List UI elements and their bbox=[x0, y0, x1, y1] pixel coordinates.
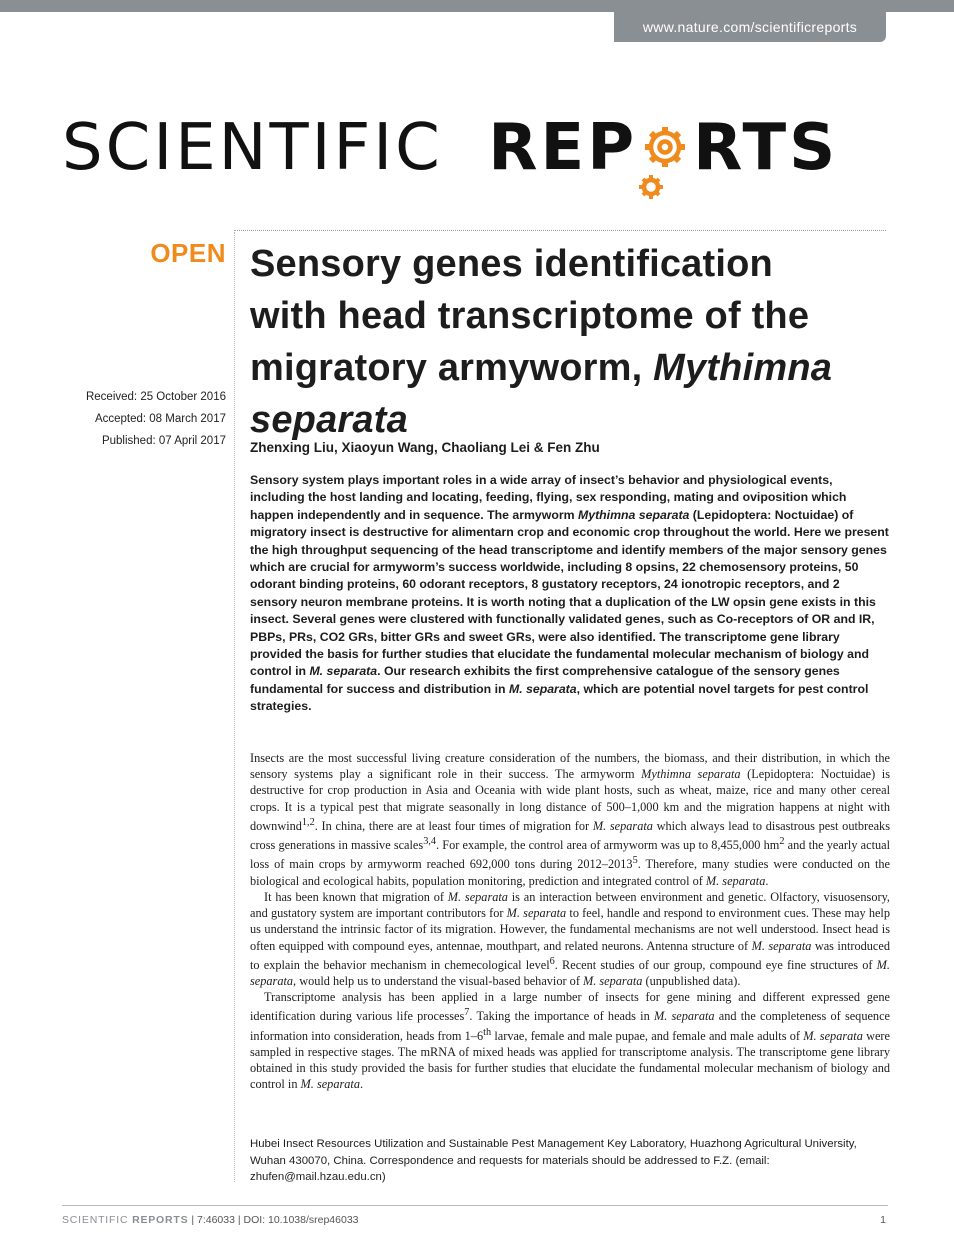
abstract-text: Sensory system plays important roles in a wide array of insect’s behavior and physiological events, including the host landing and locating, feeding, flying, sex responding, mating and oviposition which happen independently and in sequence. The armyworm bbox=[250, 473, 847, 522]
affiliation-note: Hubei Insect Resources Utilization and Sustainable Pest Management Key Laboratory, Huazhong Agricultural University, Wuhan 430070, China. Correspondence and requests for materials should be addressed to F.Z. (email: zhufen@mail.hzau.edu.cn) bbox=[250, 1138, 857, 1183]
superscript: 2 bbox=[779, 836, 785, 848]
body-text: (Lepidoptera: Noctuidae) is destructive for crop production in Asia and Oceania with wide plant hosts, such as wheat, maize, rice and many other cereal crops. It is a typical pest that migrate seasonally in long distance of 500–1,000 km and the migration happens at night with downwind bbox=[250, 767, 890, 833]
species-name: M. separata bbox=[803, 1028, 863, 1043]
top-bar bbox=[0, 0, 954, 12]
body-text: . bbox=[765, 873, 769, 888]
journal-url[interactable]: www.nature.com/scientificreports bbox=[614, 12, 886, 42]
body-text: . Recent studies of our group, compound eye fine structures of bbox=[554, 957, 877, 972]
species-name: M. separata bbox=[653, 1009, 715, 1024]
body-text: Insects are the most successful living creature consideration of the numbers, the biomass, and their distribution, in which the sensory systems play a significant role in their success. The armyworm bbox=[250, 751, 890, 782]
species-name: M. separata bbox=[300, 1077, 360, 1092]
journal-masthead bbox=[62, 103, 838, 193]
title-line-3-text: migratory armyworm, bbox=[250, 347, 654, 389]
species-name: M. separata bbox=[705, 873, 766, 888]
title-species-genus: Mythimna bbox=[653, 347, 833, 389]
citation-ref[interactable]: 6 bbox=[549, 955, 555, 967]
species-name: M. separata bbox=[309, 664, 378, 679]
article-dates bbox=[40, 386, 226, 452]
body-text: and the completeness of sequence information into consideration, heads from 1–6 bbox=[250, 1009, 891, 1043]
open-access-label: OPEN bbox=[150, 238, 226, 268]
species-name: M. separata bbox=[250, 957, 890, 989]
body-paragraph-1 bbox=[250, 750, 890, 889]
citation-ref[interactable]: 7 bbox=[464, 1007, 470, 1019]
body-text: . bbox=[359, 1077, 364, 1092]
species-name: M. separata bbox=[506, 906, 567, 921]
body-paragraph-3 bbox=[250, 989, 890, 1092]
species-name: M. separata bbox=[447, 889, 508, 904]
title-species-epithet: separata bbox=[250, 399, 408, 441]
body-text: . Taking the importance of heads in bbox=[469, 1009, 654, 1024]
main-text bbox=[250, 750, 890, 1093]
body-text: which always lead to disastrous pest outbreaks cross generations in massive scales bbox=[250, 818, 890, 853]
body-text: . Therefore, many studies were conducted on the biological and ecological habits, population monitoring, prediction and integrated control of bbox=[250, 857, 890, 888]
article-title bbox=[250, 238, 870, 446]
abstract bbox=[250, 472, 890, 716]
footer-divider bbox=[62, 1205, 888, 1206]
abstract-text: (Lepidoptera: Noctuidae) of migratory insect is destructive for alimentarn crop and economic crop throughout the world. Here we present the high throughput sequencing of the head transcriptome and identify members of the major sensory genes which are crucial for armyworm’s success worldwide, including 8 opsins, 22 chemosensory proteins, 50 odorant binding proteins, 60 odorant receptors, 8 gustatory receptors, 24 ionotropic receptors, and 2 sensory neuron membrane proteins. It is worth noting that a duplication of the LW opsin gene exists in this insect. Several genes were clustered with functionally validated genes, such as Co-receptors of OR and IR, PBPs, PRs, CO2 GRs, bitter GRs and sweet GRs, were also identified. The transcriptome gene library provided the basis for further studies that elucidate the fundamental molecular mechanism of biology and control in bbox=[250, 507, 889, 679]
title-line-1: Sensory genes identification bbox=[250, 243, 773, 285]
gear-logo-icon bbox=[637, 103, 693, 173]
citation-ref[interactable]: 5 bbox=[632, 855, 638, 867]
received-date: Received: 25 October 2016 bbox=[85, 391, 226, 403]
species-name: M. separata bbox=[592, 818, 653, 833]
body-text: is an interaction between environment and genetic. Olfactory, visuosensory, and gustatory system are important contributors for bbox=[250, 889, 890, 921]
footer-citation: | 7:46033 | DOI: 10.1038/srep46033 bbox=[188, 1214, 359, 1226]
masthead-light: SCIENTIFIC bbox=[62, 111, 443, 185]
title-line-3 bbox=[250, 342, 870, 394]
species-name: M. separata bbox=[508, 681, 577, 696]
body-text: and the yearly actual loss of main crops by armyworm reached 692,000 tons during 2012–2013 bbox=[250, 838, 891, 872]
masthead-bold-a: REP bbox=[488, 111, 638, 185]
author-list: Zhenxing Liu, Xiaoyun Wang, Chaoliang Lei & Fen Zhu bbox=[250, 440, 600, 455]
species-name: Mythimna separata bbox=[641, 767, 741, 782]
header-divider bbox=[234, 230, 886, 231]
body-text: . In china, there are at least four times of migration for bbox=[314, 818, 593, 833]
column-divider bbox=[234, 232, 235, 1182]
abstract-text: , which are potential novel targets for pest control strategies. bbox=[250, 681, 869, 714]
body-text: (unpublished data). bbox=[642, 974, 741, 989]
body-text: were sampled in respective stages. The mRNA of mixed heads was applied for transcriptome analysis. The transcriptome gene library obtained in this study provided the basis for further studies that elucidate the fundamental molecular mechanism of biology and control in bbox=[250, 1028, 890, 1092]
body-paragraph-2 bbox=[250, 889, 890, 989]
body-text: , would help us to understand the visual-based behavior of bbox=[293, 974, 583, 989]
title-line-2: with head transcriptome of the bbox=[250, 295, 810, 337]
footer-journal-bold: REPORTS bbox=[132, 1214, 189, 1226]
superscript: th bbox=[483, 1026, 492, 1038]
body-text: . For example, the control area of armyworm was up to 8,455,000 hm bbox=[436, 838, 780, 853]
body-text: It has been known that migration of bbox=[264, 889, 448, 904]
abstract-paragraph bbox=[250, 472, 890, 716]
body-text: was introduced to explain the behavior mechanism in chemecological level bbox=[250, 938, 890, 972]
species-name: M. separata bbox=[582, 974, 643, 989]
masthead-bold-b: RTS bbox=[693, 111, 839, 185]
species-name: Mythimna separata bbox=[577, 507, 690, 522]
body-text: to feel, handle and respond to environment cues. These may help us understand the intrinsic factor of its migration. However, the fundamental mechanisms are not well understood. Insect head is often equipped with compound eyes, antennae, mouthpart, and related neurons. Antenna structure of bbox=[250, 906, 890, 953]
accepted-date: Accepted: 08 March 2017 bbox=[94, 413, 226, 425]
abstract-text: . Our research exhibits the first comprehensive catalogue of the sensory genes fundamental for success and distribution in bbox=[250, 664, 840, 696]
citation-ref[interactable]: 3,4 bbox=[423, 836, 436, 848]
page-number: 1 bbox=[880, 1214, 886, 1226]
citation-ref[interactable]: 1,2 bbox=[301, 816, 315, 828]
published-date: Published: 07 April 2017 bbox=[101, 435, 226, 447]
body-text: Transcriptome analysis has been applied in a large number of insects for gene mining and different expressed gene identification during various life processes bbox=[250, 990, 890, 1024]
footer-journal-light: SCIENTIFIC bbox=[62, 1214, 133, 1226]
species-name: M. separata bbox=[751, 938, 812, 953]
body-text: larvae, female and male pupae, and female and male adults of bbox=[491, 1028, 804, 1043]
title-line-4 bbox=[250, 394, 870, 446]
page-footer bbox=[62, 1214, 359, 1226]
